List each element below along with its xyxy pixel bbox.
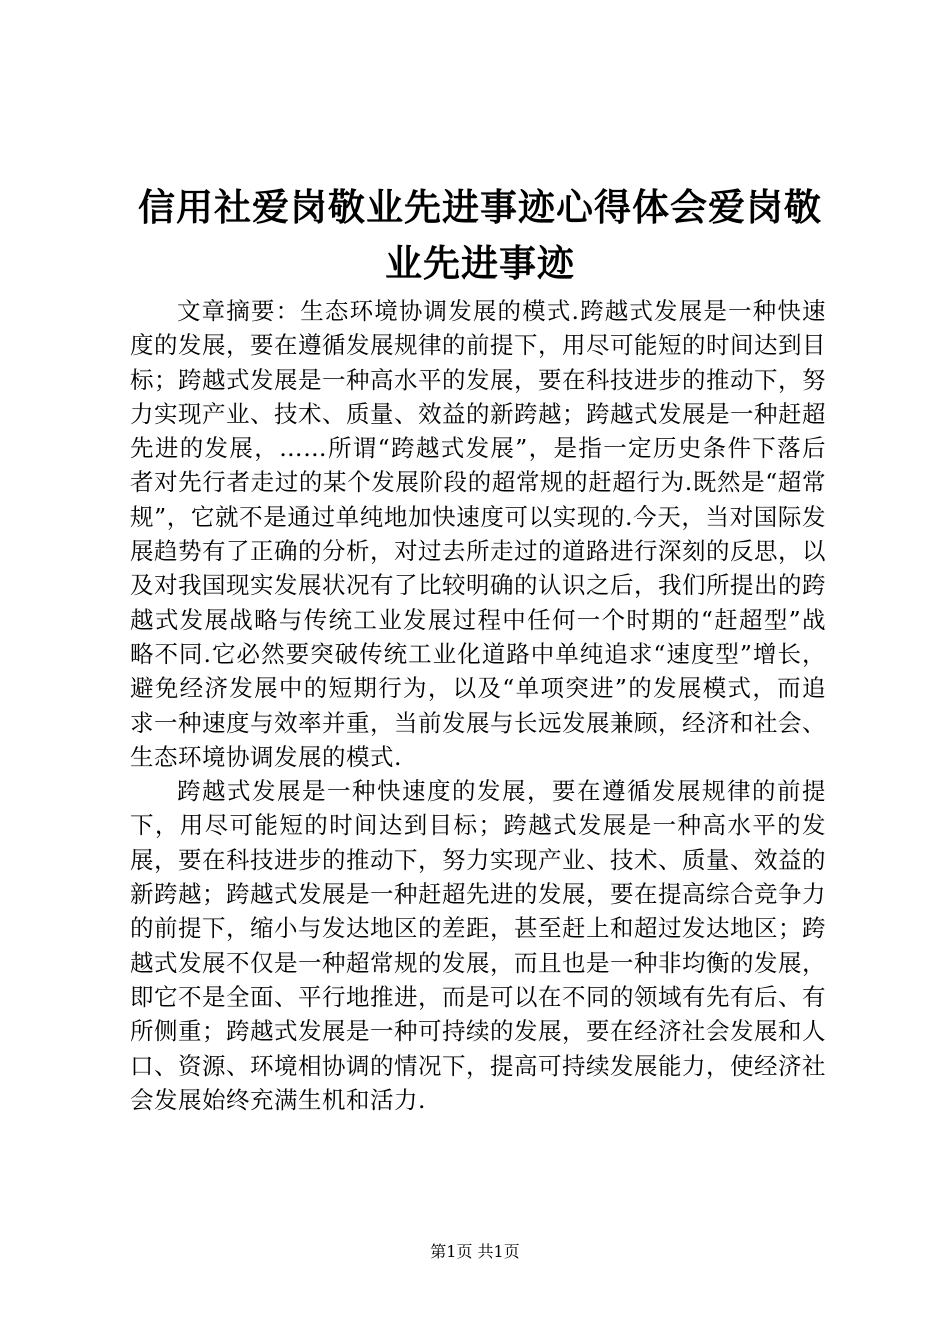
paragraph-2: 跨越式发展是一种快速度的发展，要在遵循发展规律的前提下，用尽可能短的时间达到目标；跨越式发展是一种高水平的发展，要在科技进步的推动下，努力实现产业、技术、质量、效益的新跨越；跨越式发展是一种赶超先进的发展，要在提高综合竞争力的前提下，缩小与发达地区的差距，甚至赶上和超过发达地区；跨越式发展不仅是一种超常规的发展，而且也是一种非均衡的发展，即它不是全面、平行地推进，而是可以在不同的领域有先有后、有所侧重；跨越式发展是一种可持续的发展，要在经济社会发展和人口、资源、环境相协调的情况下，提高可持续发展能力，使经济社会发展始终充满生机和活力. bbox=[130, 777, 826, 1114]
document-title: 信用社爱岗敬业先进事迹心得体会爱岗敬业先进事迹 bbox=[138, 186, 822, 285]
document-body bbox=[130, 294, 826, 1117]
paragraph-1: 文章摘要：生态环境协调发展的模式.跨越式发展是一种快速度的发展，要在遵循发展规律的前提下，用尽可能短的时间达到目标；跨越式发展是一种高水平的发展，要在科技进步的推动下，努力实现产业、技术、质量、效益的新跨越；跨越式发展是一种赶超先进的发展，……所谓“跨越式发展”，是指一定历史条件下落后者对先行者走过的某个发展阶段的超常规的赶超行为.既然是“超常规”，它就不是通过单纯地加快速度可以实现的.今天，当对国际发展趋势有了正确的分析，对过去所走过的道路进行深刻的反思，以及对我国现实发展状况有了比较明确的认识之后，我们所提出的跨越式发展战略与传统工业发展过程中任何一个时期的“赶超型”战略不同.它必然要突破传统工业化道路中单纯追求“速度型”增长，避免经济发展中的短期行为，以及“单项突进”的发展模式，而追求一种速度与效率并重，当前发展与长远发展兼顾，经济和社会、生态环境协调发展的模式. bbox=[130, 297, 826, 771]
page-number-footer: 第1页 共1页 bbox=[430, 1242, 520, 1261]
